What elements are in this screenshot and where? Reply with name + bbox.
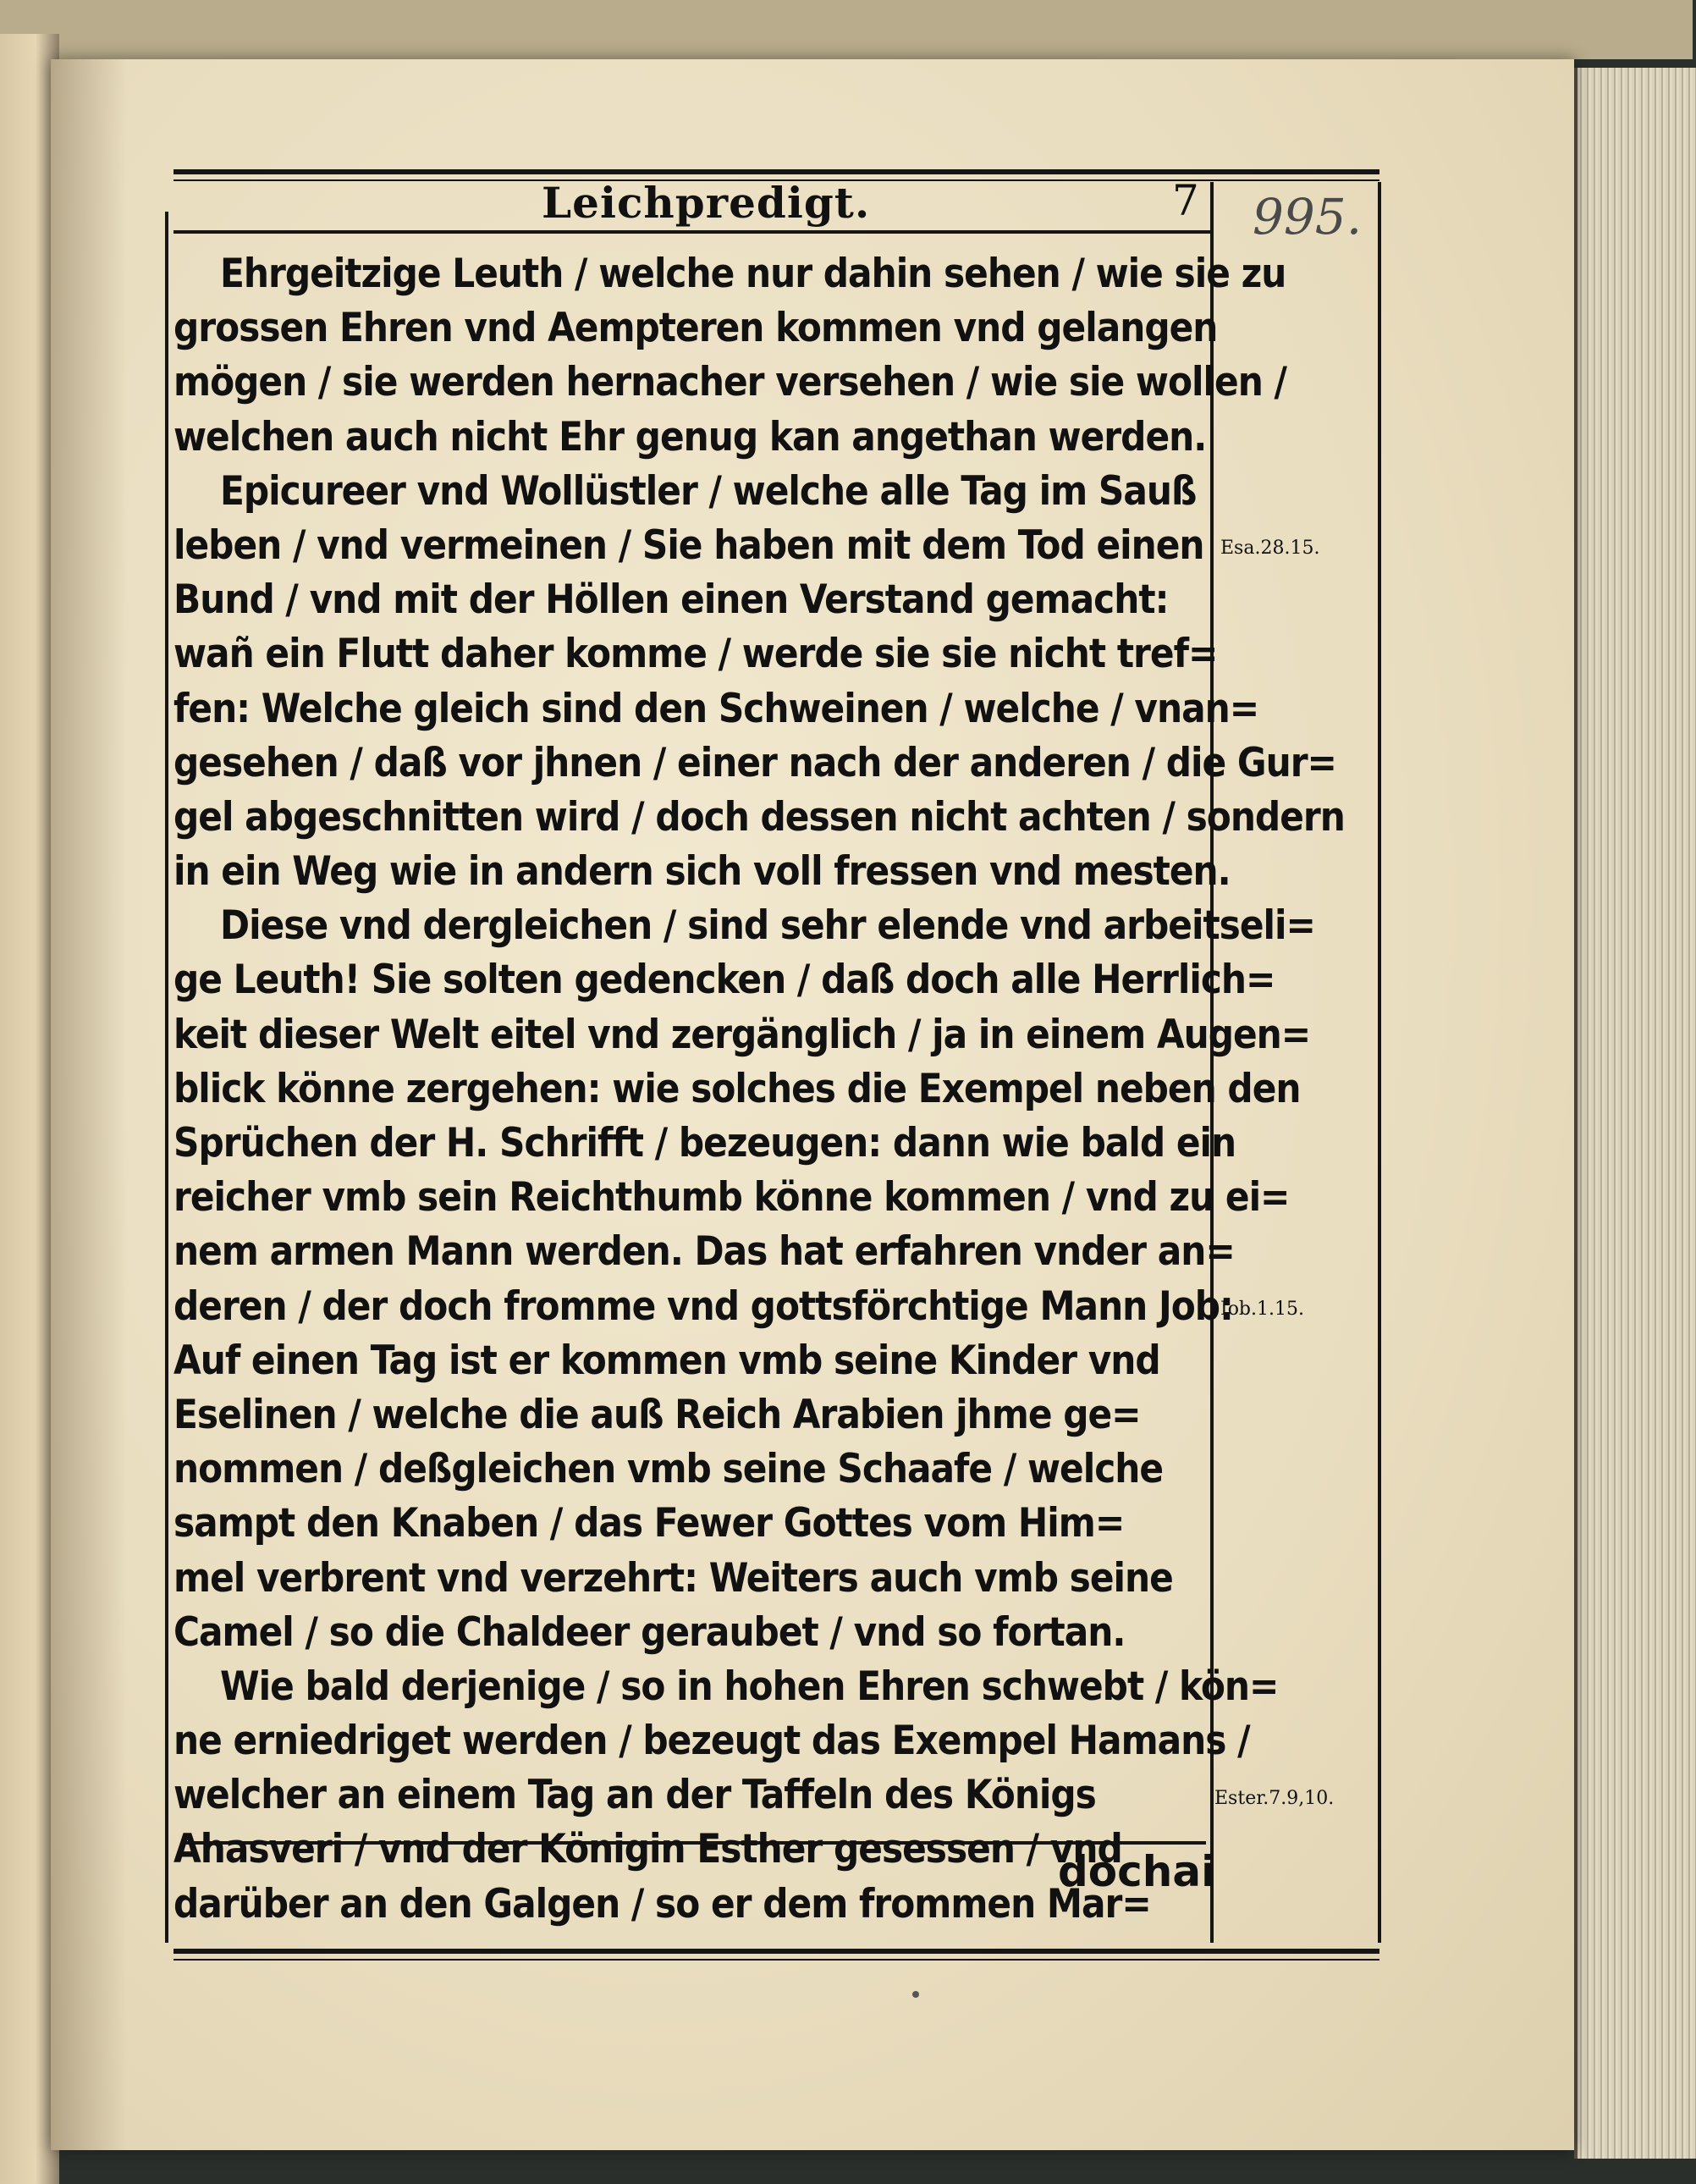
text-line: sampt den Knaben / das Fewer Gottes vom Him= bbox=[173, 1500, 1125, 1547]
text-line: nem armen Mann werden. Das hat erfahren vnder an= bbox=[173, 1228, 1235, 1276]
catchword: dochai bbox=[1058, 1847, 1216, 1896]
text-line: ne erniedriget werden / bezeugt das Exempel Hamans / bbox=[173, 1718, 1250, 1765]
text-line: welchen auch nicht Ehr genug kan angethan werden. bbox=[173, 413, 1207, 461]
text-line: Auf einen Tag ist er kommen vmb seine Kinder vnd bbox=[173, 1337, 1160, 1384]
text-line: mögen / sie werden hernacher versehen / wie sie wollen / bbox=[173, 359, 1286, 406]
text-line: gel abgeschnitten wird / doch dessen nicht achten / sondern bbox=[173, 793, 1345, 841]
head-underline bbox=[173, 230, 1210, 234]
marginal-note: Esa.28.15. bbox=[1220, 538, 1320, 559]
text-line: nommen / deßgleichen vmb seine Schaafe / welche bbox=[173, 1446, 1164, 1493]
text-line: gesehen / daß vor jhnen / einer nach der anderen / die Gur= bbox=[173, 739, 1336, 786]
text-line: blick könne zergehen: wie solches die Exempel neben den bbox=[173, 1065, 1301, 1112]
text-line: ge Leuth! Sie solten gedencken / daß doch alle Herrlich= bbox=[173, 957, 1275, 1004]
bottom-rule-thin bbox=[173, 1959, 1379, 1961]
text-line: reicher vmb sein Reichthumb könne kommen / vnd zu ei= bbox=[173, 1174, 1290, 1222]
text-line: in ein Weg wie in andern sich voll fressen vnd mesten. bbox=[173, 848, 1231, 896]
text-line: deren / der doch fromme vnd gottsförchtige Mann Job: bbox=[173, 1282, 1233, 1330]
top-rule bbox=[173, 169, 1379, 174]
text-line: Bund / vnd mit der Höllen einen Verstand gemacht: bbox=[173, 576, 1169, 624]
text-line: Sprüchen der H. Schrifft / bezeugen: dann wie bald ein bbox=[173, 1120, 1236, 1166]
gutter-shadow bbox=[51, 59, 127, 2150]
bottom-rule bbox=[173, 1949, 1379, 1954]
text-line: Ehrgeitzige Leuth / welche nur dahin sehen / wie sie zu bbox=[220, 251, 1286, 297]
text-line: Wie bald derjenige / so in hohen Ehren schwebt / kön= bbox=[220, 1663, 1279, 1710]
text-line: Eselinen / welche die auß Reich Arabien jhme ge= bbox=[173, 1391, 1141, 1438]
text-line: wañ ein Flutt daher komme / werde sie sie nicht tref= bbox=[173, 631, 1218, 678]
text-line: Ahasveri / vnd der Königin Esther gesessen / vnd bbox=[173, 1826, 1122, 1873]
marginal-note: Ester.7.9,10. bbox=[1214, 1787, 1335, 1809]
ink-spot bbox=[912, 1991, 919, 1998]
outer-right-rule bbox=[1378, 182, 1381, 1943]
text-line: welcher an einem Tag an der Taffeln des Königs bbox=[173, 1772, 1096, 1819]
text-line: fen: Welche gleich sind den Schweinen / welche / vnan= bbox=[173, 685, 1259, 732]
left-frame-rule bbox=[165, 212, 168, 1943]
background-top bbox=[0, 0, 1693, 59]
text-line: Diese vnd dergleichen / sind sehr elende vnd arbeitseli= bbox=[220, 902, 1315, 950]
page-edges bbox=[1574, 68, 1696, 2159]
text-line: leben / vnd vermeinen / Sie haben mit dem Tod einen bbox=[173, 521, 1204, 569]
text-line: grossen Ehren vnd Aempteren kommen vnd gelangen bbox=[173, 305, 1218, 352]
marginal-note: Iob.1.15. bbox=[1220, 1298, 1304, 1320]
text-line: Camel / so die Chaldeer geraubet / vnd so fortan. bbox=[173, 1608, 1126, 1656]
text-line: darüber an den Galgen / so er dem frommen Mar= bbox=[173, 1880, 1151, 1928]
text-line: Epicureer vnd Wollüstler / welche alle Tag im Sauß bbox=[220, 467, 1197, 515]
text-line: mel verbrent vnd verzehrt: Weiters auch vmb seine bbox=[173, 1554, 1173, 1602]
text-line: keit dieser Welt eitel vnd zergänglich / ja in einem Augen= bbox=[173, 1011, 1311, 1058]
running-head: Leichpredigt. bbox=[542, 178, 871, 228]
page-number: 7 bbox=[1172, 176, 1199, 225]
manuscript-page-note: 995. bbox=[1253, 188, 1363, 245]
